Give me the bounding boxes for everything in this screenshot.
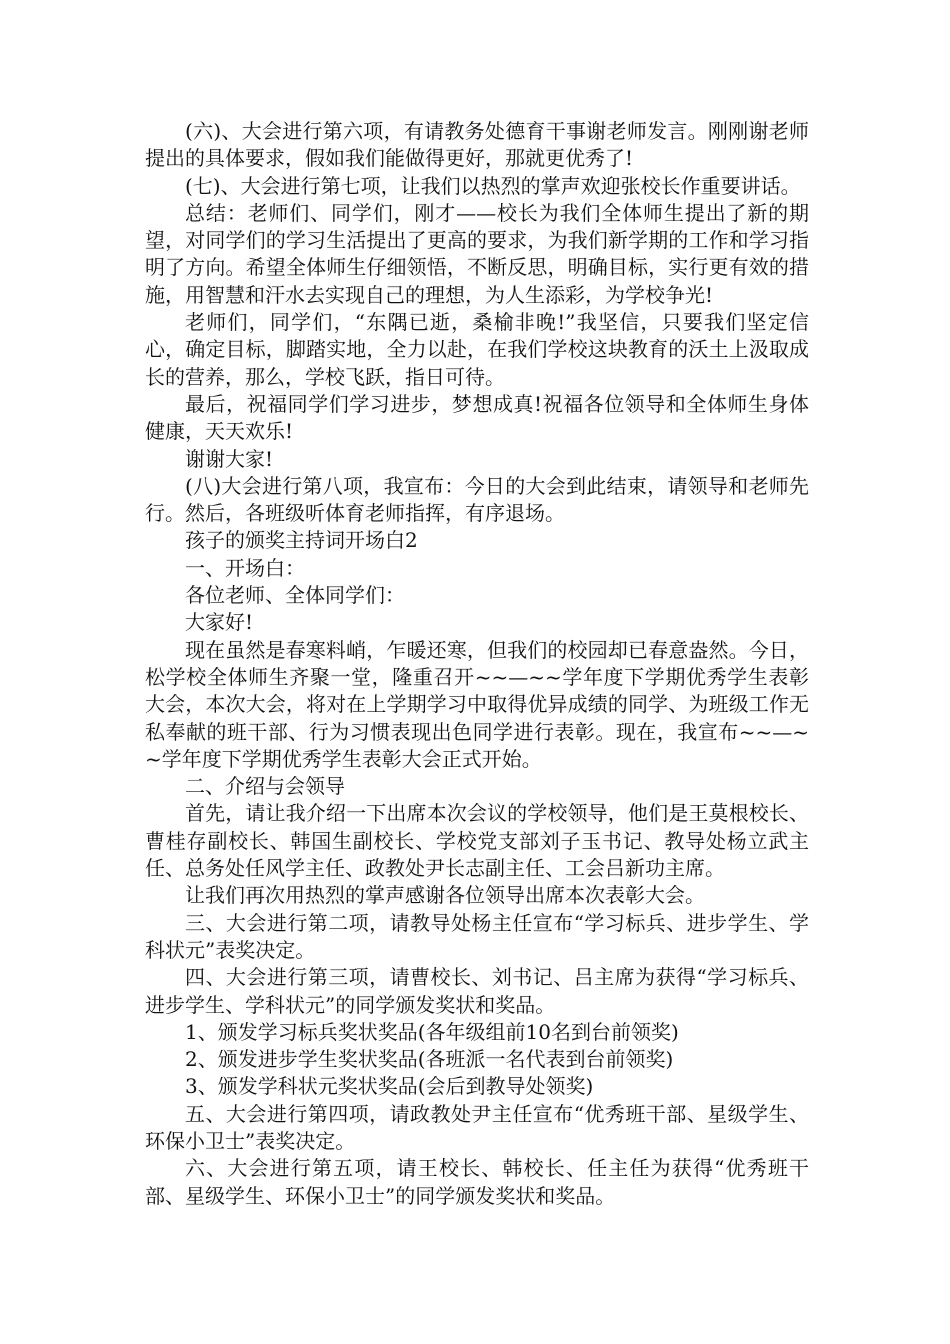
paragraph: (七)、大会进行第七项，让我们以热烈的掌声欢迎张校长作重要讲话。 bbox=[185, 173, 801, 198]
paragraph: 老师们，同学们，“东隅已逝，桑榆非晚!”我坚信，只要我们坚定信心，确定目标，脚踏实地，全力以赴，在我们学校这块教育的沃土上汲取成长的营养，那么，学校飞跃，指日可待。 bbox=[145, 310, 809, 389]
paragraph: 大家好! bbox=[185, 610, 254, 635]
section-title: 孩子的颁奖主持词开场白2 bbox=[185, 528, 418, 553]
section-heading: 一、开场白： bbox=[185, 555, 305, 580]
paragraph: 五、大会进行第四项，请政教处尹主任宣布“优秀班干部、星级学生、环保小卫士”表奖决定。 bbox=[145, 1101, 809, 1153]
paragraph: (八)大会进行第八项，我宣布：今日的大会到此结束，请领导和老师先行。然后，各班级听体育老师指挥，有序退场。 bbox=[145, 473, 809, 526]
paragraph: 现在虽然是春寒料峭，乍暖还寒，但我们的校园却已春意盎然。今日，松学校全体师生齐聚一堂，隆重召开~~—~~学年度下学期优秀学生表彰大会，本次大会，将对在上学期学习中取得优异成绩的同学、为班级工作无私奉献的班干部、行为习惯表现出色同学进行表彰。现在，我宣布~~—~~学年度下学期优秀学生表彰大会正式开始。 bbox=[145, 637, 809, 771]
list-item: 3、颁发学科状元奖状奖品(会后到教导处领奖) bbox=[185, 1074, 594, 1099]
paragraph: 谢谢大家! bbox=[185, 446, 274, 471]
paragraph: 各位老师、全体同学们： bbox=[185, 583, 405, 608]
paragraph: 总结：老师们、同学们，刚才——校长为我们全体师生提出了新的期望，对同学们的学习生活提出了更高的要求，为我们新学期的工作和学习指明了方向。希望全体师生仔细领悟，不断反思，明确目标，实行更有效的措施，用智慧和汗水去实现自己的理想，为人生添彩，为学校争光! bbox=[145, 200, 809, 307]
list-item: 1、颁发学习标兵奖状奖品(各年级组前10名到台前领奖) bbox=[185, 1019, 679, 1044]
paragraph: (六)、大会进行第六项，有请教务处德育干事谢老师发言。刚刚谢老师提出的具体要求，假如我们能做得更好，那就更优秀了! bbox=[145, 119, 809, 171]
paragraph: 四、大会进行第三项，请曹校长、刘书记、吕主席为获得“学习标兵、进步学生、学科状元”的同学颁发奖状和奖品。 bbox=[145, 965, 809, 1017]
document-page bbox=[145, 118, 809, 1210]
paragraph: 让我们再次用热烈的掌声感谢各位领导出席本次表彰大会。 bbox=[185, 883, 705, 908]
paragraph: 最后，祝福同学们学习进步，梦想成真!祝福各位领导和全体师生身体健康，天天欢乐! bbox=[145, 391, 809, 444]
list-item: 2、颁发进步学生奖状奖品(各班派一名代表到台前领奖) bbox=[185, 1047, 674, 1072]
section-heading: 二、介绍与会领导 bbox=[185, 774, 345, 799]
paragraph: 三、大会进行第二项，请教导处杨主任宣布“学习标兵、进步学生、学科状元”表奖决定。 bbox=[145, 910, 809, 962]
paragraph: 首先，请让我介绍一下出席本次会议的学校领导，他们是王莫根校长、曹桂存副校长、韩国生副校长、学校党支部刘子玉书记、教导处杨立武主任、总务处任风学主任、政教处尹长志副主任、工会吕新功主席。 bbox=[145, 801, 809, 881]
paragraph: 六、大会进行第五项，请王校长、韩校长、任主任为获得“优秀班干部、星级学生、环保小卫士”的同学颁发奖状和奖品。 bbox=[145, 1156, 809, 1208]
